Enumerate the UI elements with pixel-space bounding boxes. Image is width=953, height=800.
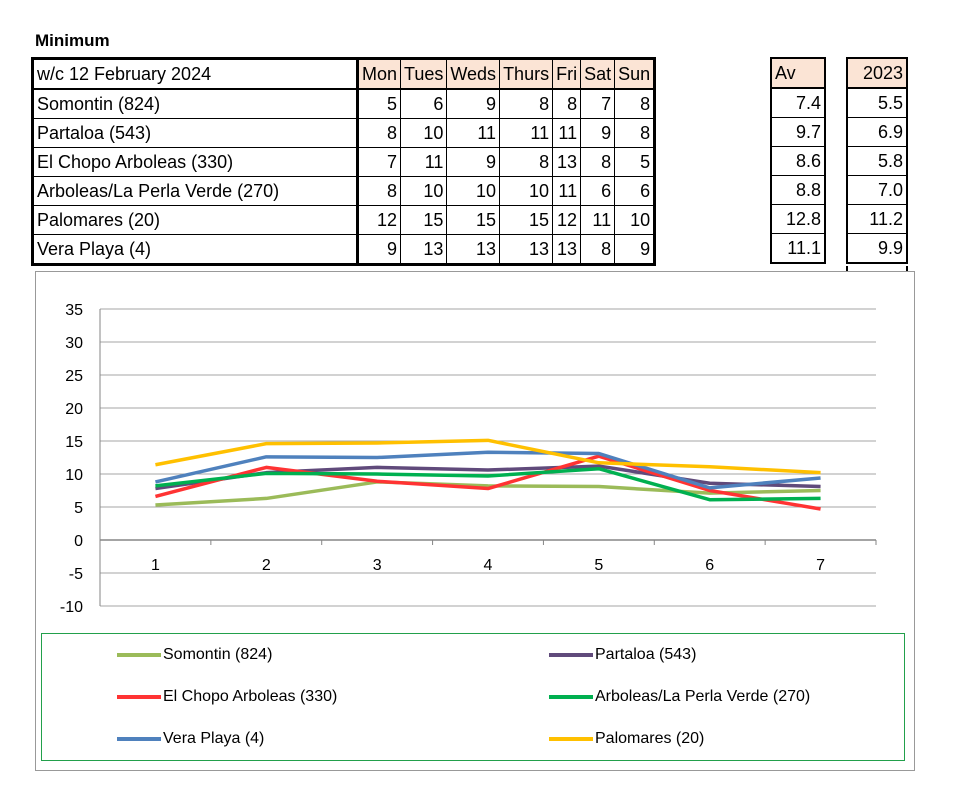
y-tick-label: -10 — [59, 599, 83, 616]
x-tick-label: 3 — [372, 557, 382, 574]
prev-year-cell: 11.2 — [847, 205, 907, 234]
station-name: Arboleas/La Perla Verde (270) — [33, 177, 358, 206]
temperature-cell: 10 — [401, 119, 447, 148]
x-tick-label: 7 — [816, 557, 826, 574]
day-header: Weds — [447, 59, 500, 90]
legend-label: Palomares (20) — [595, 730, 705, 747]
y-tick-label: 15 — [65, 434, 83, 451]
temperature-cell: 11 — [553, 119, 581, 148]
temperature-cell: 12 — [358, 206, 401, 235]
temperature-cell: 9 — [447, 89, 500, 119]
station-name: Partaloa (543) — [33, 119, 358, 148]
average-cell: 9.7 — [771, 118, 825, 147]
x-tick-label: 2 — [261, 557, 271, 574]
temperature-cell: 6 — [581, 177, 615, 206]
temperature-cell: 15 — [500, 206, 553, 235]
temperature-cell: 6 — [615, 177, 655, 206]
legend-item — [117, 646, 272, 664]
average-cell: 11.1 — [771, 234, 825, 264]
prev-year-cell: 5.5 — [847, 88, 907, 118]
table-title: Minimum — [35, 31, 110, 50]
temperature-cell: 8 — [581, 148, 615, 177]
legend-swatch — [549, 695, 593, 699]
day-header: Tues — [401, 59, 447, 90]
legend-label: Arboleas/La Perla Verde (270) — [595, 688, 811, 705]
temperature-cell: 11 — [447, 119, 500, 148]
temperature-cell: 11 — [581, 206, 615, 235]
temperature-cell: 6 — [401, 89, 447, 119]
av-header: Av — [771, 58, 825, 88]
day-header: Fri — [553, 59, 581, 90]
x-tick-label: 5 — [594, 557, 604, 574]
prev-year-cell: 7.0 — [847, 176, 907, 205]
station-name: Vera Playa (4) — [33, 235, 358, 265]
prev-year-cell: 9.9 — [847, 234, 907, 264]
x-tick-label: 1 — [150, 557, 160, 574]
temperature-cell: 8 — [500, 148, 553, 177]
temperature-cell: 7 — [358, 148, 401, 177]
y-tick-label: -5 — [68, 566, 83, 583]
legend-item — [549, 646, 696, 664]
temperature-cell: 10 — [401, 177, 447, 206]
y-tick-label: 10 — [65, 467, 83, 484]
temperature-cell: 13 — [401, 235, 447, 265]
legend-label: Somontin (824) — [163, 646, 273, 663]
temperature-cell: 13 — [553, 235, 581, 265]
temperature-cell: 5 — [358, 89, 401, 119]
y-tick-label: 25 — [65, 368, 83, 385]
legend-item — [549, 730, 704, 748]
day-header: Sat — [581, 59, 615, 90]
temperature-cell: 8 — [581, 235, 615, 265]
temperature-cell: 10 — [615, 206, 655, 235]
day-header: Mon — [358, 59, 401, 90]
legend-label: Partaloa (543) — [595, 646, 697, 663]
temperature-cell: 8 — [358, 177, 401, 206]
temperature-cell: 11 — [553, 177, 581, 206]
temperature-cell: 5 — [615, 148, 655, 177]
station-name: El Chopo Arboleas (330) — [33, 148, 358, 177]
temperature-cell: 8 — [358, 119, 401, 148]
temperature-cell: 11 — [500, 119, 553, 148]
station-name: Somontin (824) — [33, 89, 358, 119]
temperature-cell: 9 — [581, 119, 615, 148]
average-cell: 8.6 — [771, 147, 825, 176]
y-tick-label: 0 — [74, 533, 83, 550]
temperature-cell: 12 — [553, 206, 581, 235]
series-line-5 — [155, 440, 820, 472]
temperature-cell: 8 — [553, 89, 581, 119]
prev-year-cell: 6.9 — [847, 118, 907, 147]
legend-item — [117, 730, 264, 748]
temperature-cell: 9 — [358, 235, 401, 265]
legend-swatch — [549, 653, 593, 657]
legend-swatch — [117, 695, 161, 699]
temperature-cell: 9 — [447, 148, 500, 177]
temperature-cell: 8 — [500, 89, 553, 119]
year-header: 2023 — [847, 58, 907, 88]
temperature-cell: 7 — [581, 89, 615, 119]
legend-swatch — [117, 737, 161, 741]
temperature-cell: 13 — [553, 148, 581, 177]
day-header: Thurs — [500, 59, 553, 90]
legend-swatch — [117, 653, 161, 657]
day-header: Sun — [615, 59, 655, 90]
temperature-cell: 10 — [447, 177, 500, 206]
y-tick-label: 5 — [74, 500, 83, 517]
prev-year-cell: 5.8 — [847, 147, 907, 176]
average-cell: 8.8 — [771, 176, 825, 205]
chart-legend — [41, 633, 905, 761]
temperature-cell: 15 — [401, 206, 447, 235]
temperature-cell: 8 — [615, 119, 655, 148]
y-tick-label: 20 — [65, 401, 83, 418]
legend-label: Vera Playa (4) — [163, 730, 265, 747]
temperature-cell: 9 — [615, 235, 655, 265]
temperature-cell: 13 — [500, 235, 553, 265]
temperature-cell: 10 — [500, 177, 553, 206]
average-cell: 7.4 — [771, 88, 825, 118]
x-tick-label: 4 — [483, 557, 493, 574]
y-tick-label: 35 — [65, 302, 83, 319]
legend-label: El Chopo Arboleas (330) — [163, 688, 338, 705]
station-name: Palomares (20) — [33, 206, 358, 235]
temperature-cell: 11 — [401, 148, 447, 177]
x-tick-label: 6 — [705, 557, 715, 574]
week-label: w/c 12 February 2024 — [33, 59, 358, 90]
temperature-cell: 13 — [447, 235, 500, 265]
legend-swatch — [549, 737, 593, 741]
temperature-cell: 15 — [447, 206, 500, 235]
average-cell: 12.8 — [771, 205, 825, 234]
temperature-cell: 8 — [615, 89, 655, 119]
legend-item — [549, 688, 810, 706]
legend-item — [117, 688, 337, 706]
y-tick-label: 30 — [65, 335, 83, 352]
